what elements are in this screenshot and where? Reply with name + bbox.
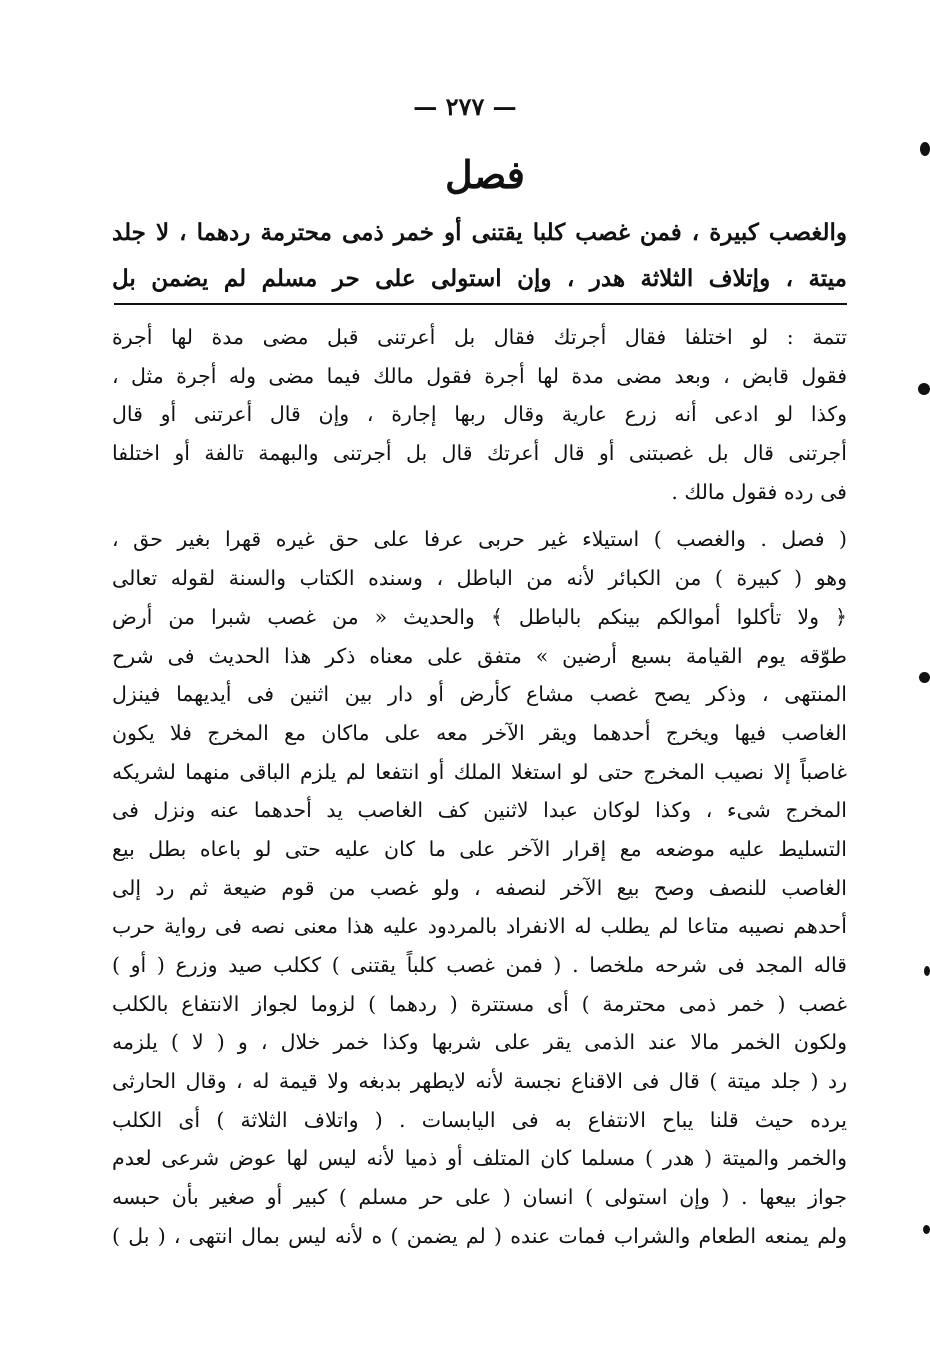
commentary-line: تتمة : لو اختلفا فقال أجرتك فقال بل أعرتنى قبل مضى مدة لها أجرة: [112, 325, 847, 349]
section-heading: فصل: [445, 152, 525, 197]
commentary-block: [112, 318, 847, 1256]
commentary-paragraph-tatimma: [112, 318, 847, 511]
scan-edge-mark: [920, 142, 930, 156]
commentary-line: وهو ( كبيرة ) من الكبائر لأنه من الباطل ، وسنده الكتاب والسنة لقوله تعالى: [112, 566, 847, 591]
scan-edge-mark: [924, 966, 930, 976]
commentary-line: المخرج شىء ، وكذا لوكان عبدا لاثنين كف الغاصب يد أحدهما عنه ونزل فى: [112, 798, 847, 823]
commentary-line: الغاصب فيها ويخرج أحدهما ويقر الآخر معه على ماكان مع المخرج فلا يكون: [112, 720, 847, 745]
commentary-line: أحدهم نصيبه متاعا لم يطلب له الانفراد بالمردود عليه هذا معنى نصه فى رواية حرب: [112, 914, 847, 939]
commentary-line: وكذا لو ادعى أنه زرع عارية وقال ربها إجارة ، وإن قال أعرتنى أو قال: [112, 402, 847, 427]
page-number: — ٢٧٧ —: [413, 92, 517, 121]
scan-edge-mark: [923, 1225, 930, 1234]
commentary-line: فقول قابض ، وبعد مضى مدة لها أجرة فقول مالك فيما مضى وله أجرة مثل ،: [112, 363, 847, 388]
main-text-block: [112, 210, 847, 302]
commentary-line: غصب ( خمر ذمى محترمة ) أى مستترة ( ردهما ) لزوما لجواز الانتفاع بالكلب: [112, 991, 847, 1016]
commentary-line: ولكون الخمر مالا عند الذمى يقر على شربها وكذا خمر خلال ، و ( لا ) يلزمه: [112, 1030, 847, 1055]
commentary-line: والخمر والميتة ( هدر ) مسلما كان المتلف أو ذميا لأنه ليس لها عوض شرعى لعدم: [112, 1146, 847, 1171]
main-text-line: والغصب كبيرة ، فمن غصب كلبا يقتنى أو خمر ذمى محترمة ردهما ، لا جلد: [112, 219, 847, 246]
commentary-line: الغاصب للنصف وصح بيع الآخر لنصفه ، ولو غصب من قوم ضيعة ثم رد إلى: [112, 875, 847, 900]
commentary-line: جواز بيعها . ( وإن استولى ) انسان ( على حر مسلم ) كبير أو صغير بأن حبسه: [112, 1185, 847, 1210]
commentary-line: أجرتنى قال بل غصبتنى أو قال أعرتك قال بل أجرتنى والبهمة تالفة أو اختلفا: [112, 441, 847, 466]
commentary-line: قاله المجد فى شرحه ملخصا . ( فمن غصب كلباً يقتنى ) ككلب صيد وزرع ( أو ): [112, 953, 847, 977]
commentary-line: غاصباً إلا نصيب المخرج حتى لو استغلا الملك أو انتفعا لم يلزم الباقى منهما لشريكه: [112, 759, 847, 784]
commentary-line: يرده حيث قلنا يباح الانتفاع به فى اليابسات . ( واتلاف الثلاثة ) أى الكلب: [112, 1107, 847, 1132]
commentary-line: طوّقه يوم القيامة بسبع أرضين » متفق على معناه ذكر هذا الحديث فى شرح: [112, 643, 847, 668]
scan-edge-mark: [919, 672, 930, 683]
main-text-line: ميتة ، وإتلاف الثلاثة هدر ، وإن استولى على حر مسلم لم يضمن بل: [112, 265, 847, 292]
paragraph-gap: [112, 511, 847, 520]
commentary-paragraph-ghasb: [112, 520, 847, 1255]
commentary-line: فى رده فقول مالك .: [671, 479, 847, 504]
commentary-line: رد ( جلد ميتة ) قال فى الاقناع نجسة لأنه لايطهر بدبغه ولا قيمة له ، وقال الحارثى: [112, 1069, 847, 1094]
scan-edge-mark: [918, 383, 930, 395]
commentary-line: ( فصل . والغصب ) استيلاء غير حربى عرفا على حق غيره قهرا بغير حق ،: [112, 527, 847, 552]
commentary-line: ﴿ ولا تأكلوا أموالكم بينكم بالباطل ﴾ والحديث « من غصب شبرا من أرض: [112, 604, 847, 629]
commentary-line: المنتهى ، وذكر يصح غصب مشاع كأرض أو دار بين اثنين فى أيديهما فينزل: [112, 682, 847, 707]
commentary-divider: [114, 303, 847, 305]
commentary-line: ولم يمنعه الطعام والشراب فمات عنده ( لم يضمن ) ه لأنه ليس بمال انتهى ، ( بل ): [112, 1223, 847, 1248]
commentary-line: التسليط عليه موضعه مع إقرار الآخر على ما كان عليه حتى لو باعاه بطل بيع: [112, 836, 847, 861]
